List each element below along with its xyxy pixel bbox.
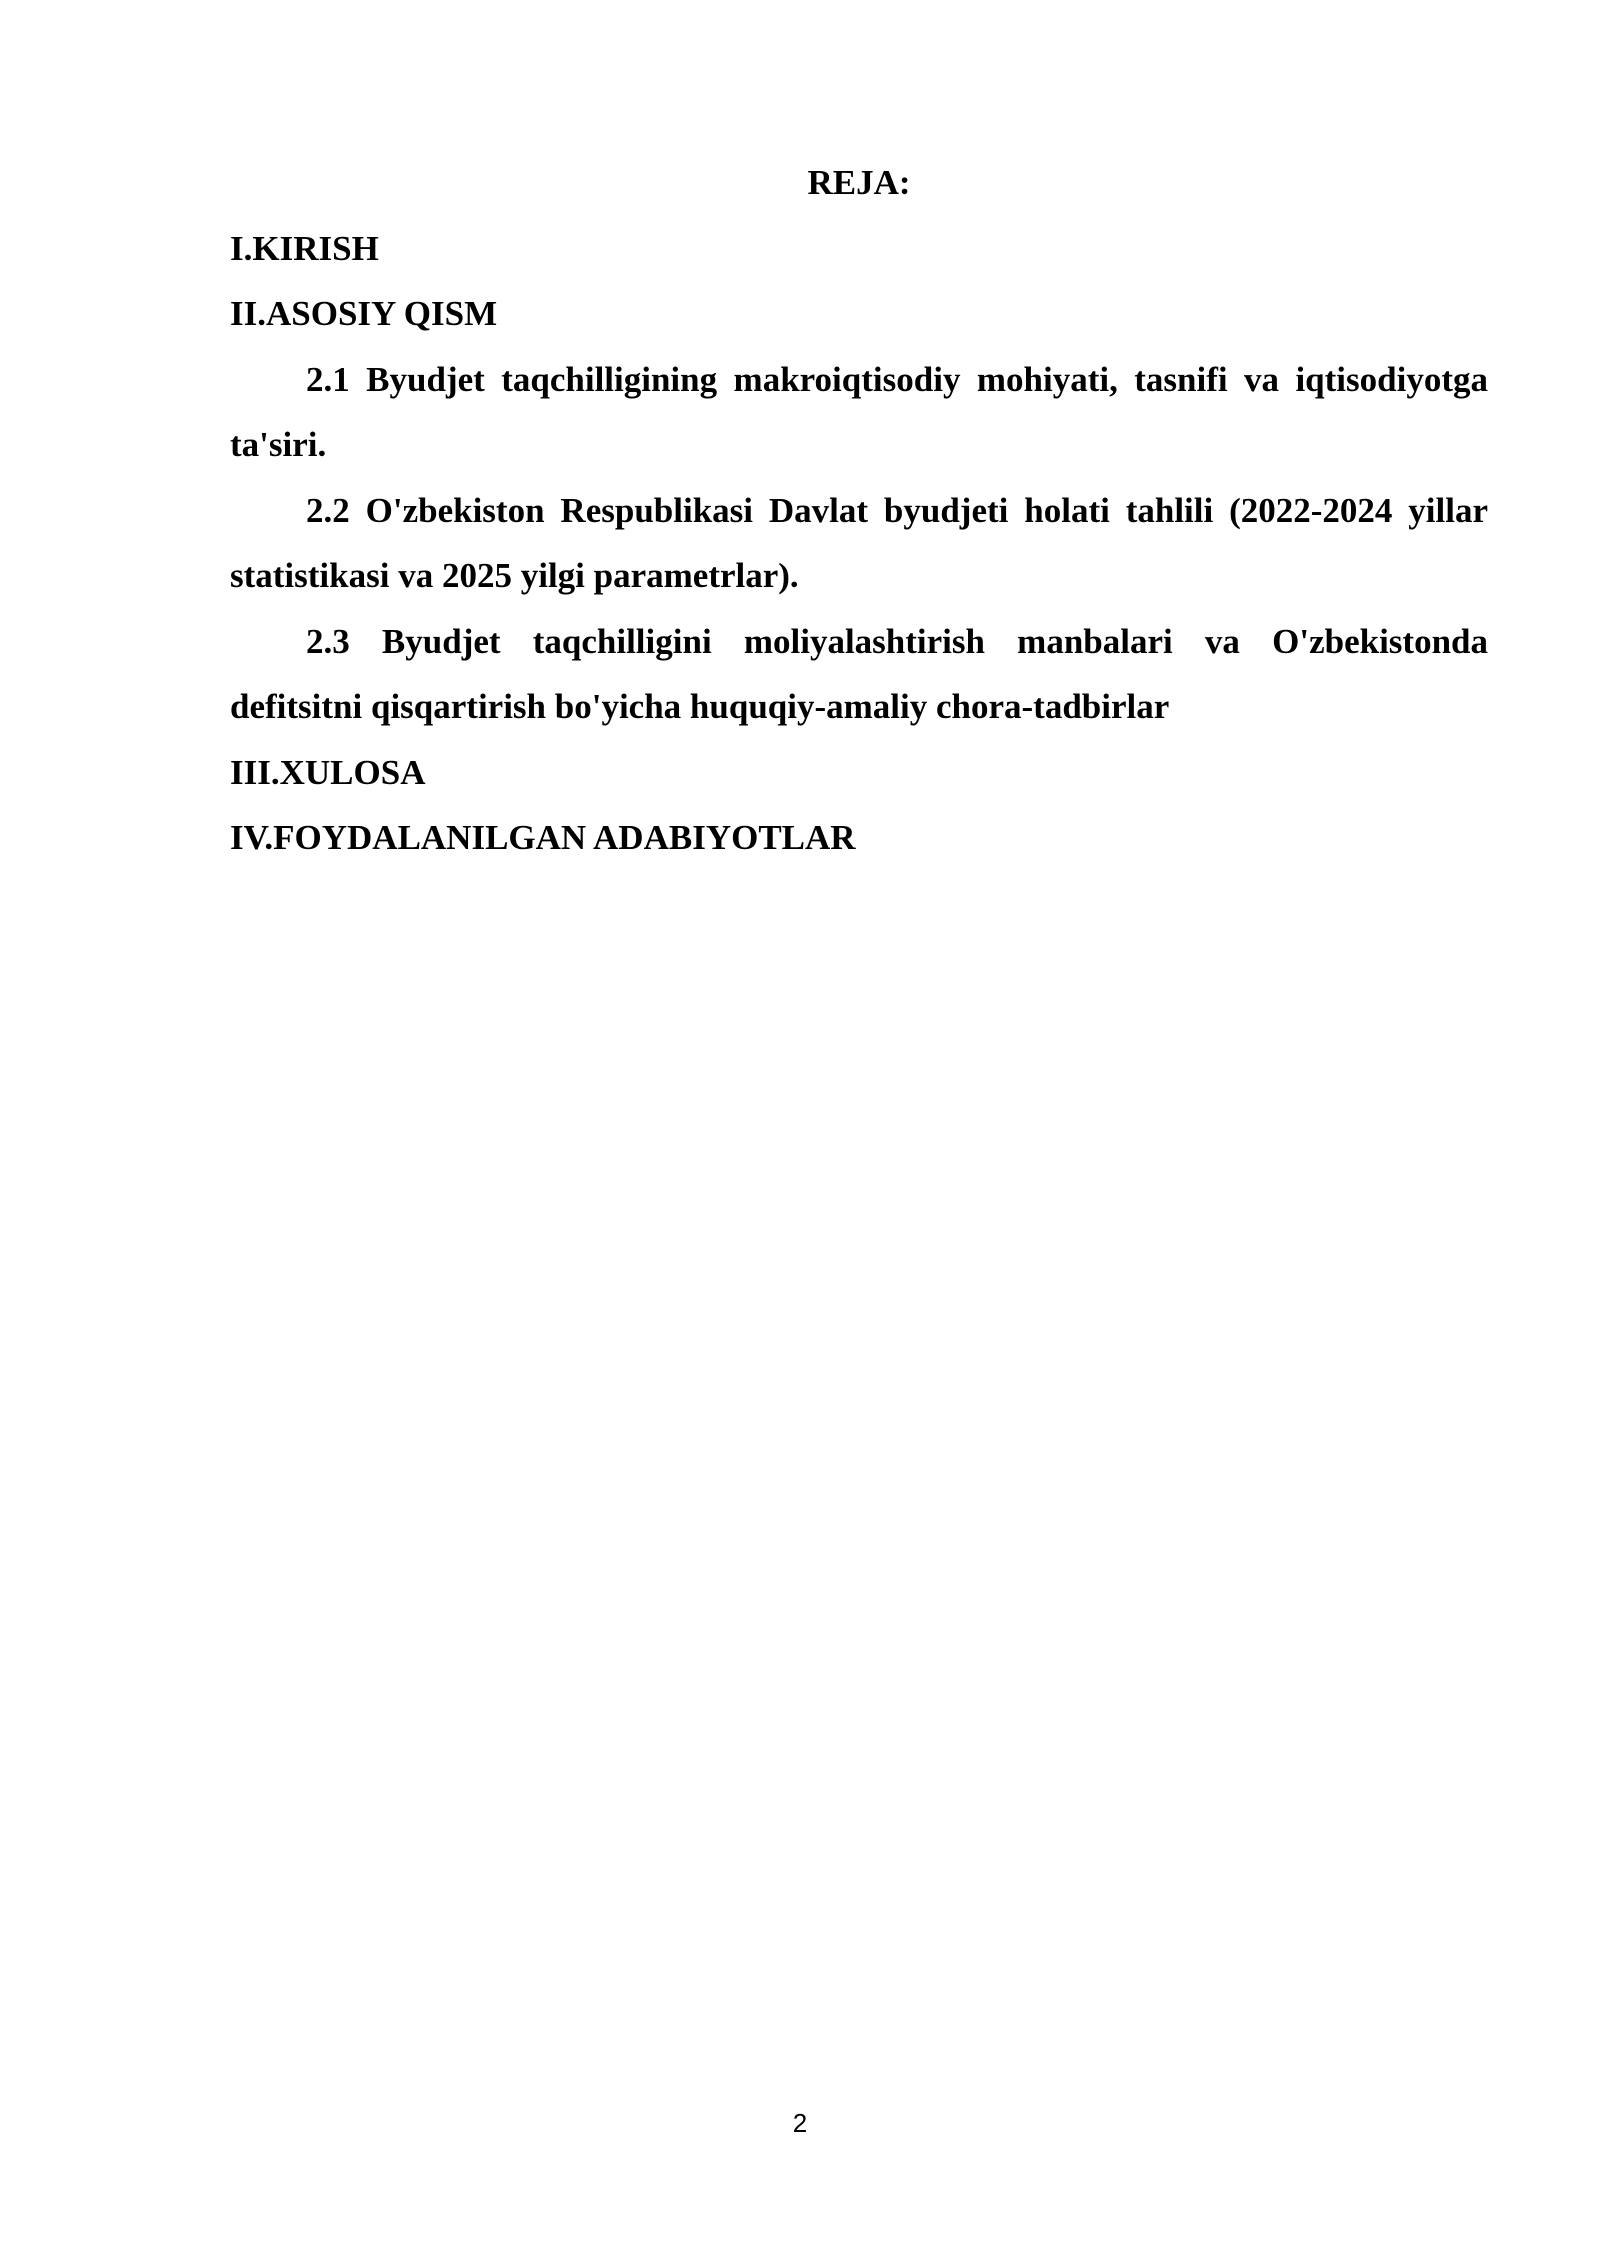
subsection-2-3: 2.3 Byudjet taqchilligini moliyalashtirish manbalari va O'zbekistonda defitsitni qisqartirish bo'yicha huquqiy-amaliy chora-tadbirlar: [230, 621, 1488, 726]
plan-content: [230, 150, 1488, 871]
page-number: 2: [792, 2108, 808, 2138]
plan-title: REJA:: [807, 163, 911, 202]
section-main: II.ASOSIY QISM: [230, 294, 498, 333]
section-conclusion: III.XULOSA: [230, 752, 426, 792]
subsection-2-2: 2.2 O'zbekiston Respublikasi Davlat byudjeti holati tahlili (2022-2024 yillar statistikasi va 2025 yilgi parametrlar).: [230, 490, 1488, 595]
section-references: IV.FOYDALANILGAN ADABIYOTLAR: [230, 818, 856, 857]
subsection-2-1: 2.1 Byudjet taqchilligining makroiqtisodiy mohiyati, tasnifi va iqtisodiyotga ta'siri.: [230, 359, 1488, 464]
section-intro: I.KIRISH: [230, 228, 379, 268]
